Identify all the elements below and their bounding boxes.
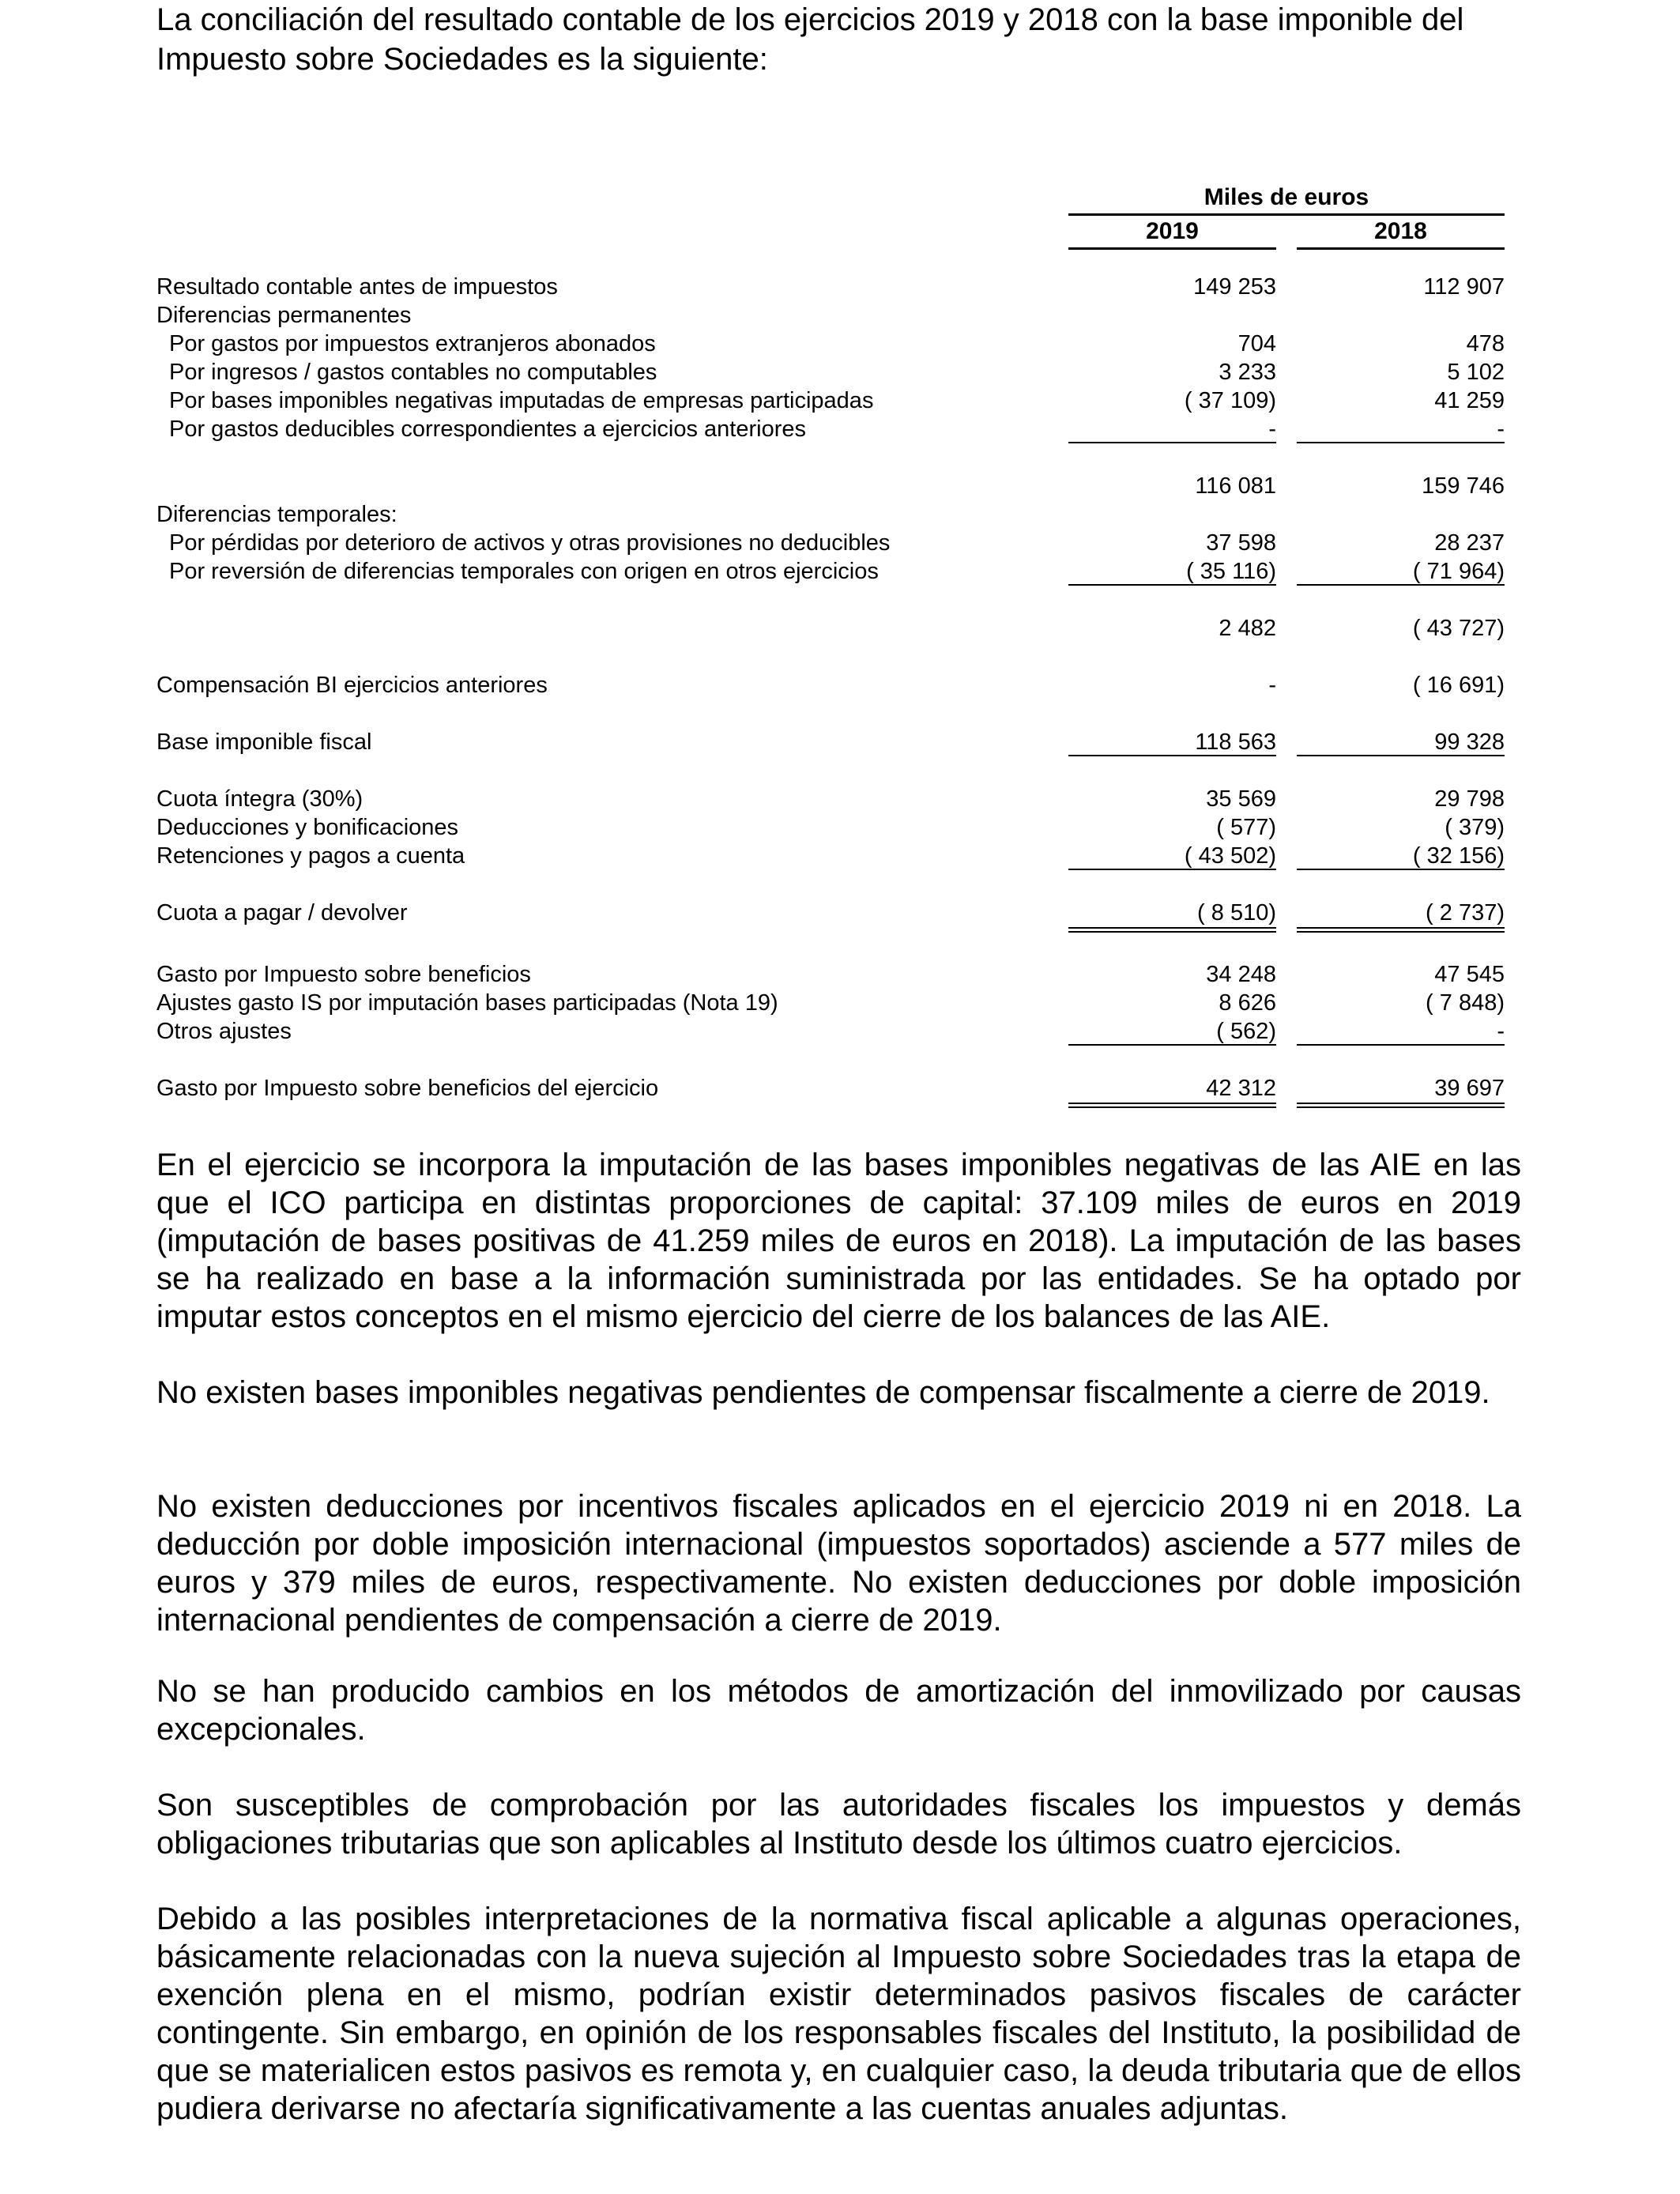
paragraph-deductions: No existen deducciones por incentivos fiscales aplicados en el ejercicio 2019 ni en 2018. La deducción por doble imposición internacional (impuestos soportados) asciende a 577 miles de euros y 379 miles de euros, respectivamente. No existen deducciones por doble imposición internacional pendientes de compensación a cierre de 2019. [156,1489,1521,1638]
value-2018: 112 907 [1423,274,1505,300]
value-2019: ( 8 510) [1068,899,1276,933]
row-label: Por gastos por impuestos extranjeros abonados [169,331,656,356]
paragraph-negative-bases: No existen bases imponibles negativas pendientes de compensar fiscalmente a cierre de 2019. [156,1375,1490,1410]
value-2019: 2 482 [1219,616,1276,641]
table-row [156,989,1505,1017]
subtotal-row [156,614,1505,643]
row-label: Retenciones y pagos a cuenta [156,843,465,869]
row-label: Diferencias permanentes [156,303,412,328]
value-2019: 34 248 [1206,962,1276,987]
value-2019: ( 37 109) [1184,388,1276,413]
table-row [156,813,1505,842]
value-2018: 29 798 [1434,786,1505,812]
value-2018: ( 43 727) [1412,616,1505,641]
table-row [156,1017,1505,1046]
value-2019: ( 35 116) [1068,557,1276,586]
paragraph-aie-imputation: En el ejercicio se incorpora la imputación de las bases imponibles negativas de las AIE en las que el ICO participa en distintas proporciones de capital: 37.109 miles de euros en 2019 (imputación de bases positivas de 41.259 miles de euros en 2018). La imputación de las bases se ha realizado en base a la información suministrada por las entidades. Se ha optado por imputar estos conceptos en el mismo ejercicio del cierre de los balances de las AIE. [156,1148,1521,1334]
value-2018: ( 379) [1445,815,1505,840]
row-label: Otros ajustes [156,1019,292,1044]
table-row [156,358,1505,386]
table-row [156,500,1505,529]
row-label: Por gastos deducibles correspondientes a ejercicios anteriores [169,417,806,442]
value-2018: 159 746 [1422,473,1505,499]
value-2018: - [1297,1017,1505,1046]
value-2018: 5 102 [1447,360,1505,385]
value-2018: 39 697 [1297,1074,1505,1108]
value-2019: - [1268,673,1276,698]
table-row [156,301,1505,330]
row-label: Base imponible fiscal [156,729,372,755]
row-label: Por pérdidas por deterioro de activos y otras provisiones no deducibles [169,530,891,556]
value-2018: ( 71 964) [1297,557,1505,586]
tax-reconciliation-table [156,273,1505,1101]
value-2019: ( 43 502) [1068,842,1276,870]
paragraph-inspection: Son susceptibles de comprobación por las autoridades fiscales los impuestos y demás obligaciones tributarias que son aplicables al Instituto desde los últimos cuatro ejercicios. [156,1788,1521,1860]
row-label: Por bases imponibles negativas imputadas de empresas participadas [169,388,874,413]
row-label: Diferencias temporales: [156,502,397,527]
value-2019: 42 312 [1068,1074,1276,1108]
row-label: Por reversión de diferencias temporales con origen en otros ejercicios [169,559,879,584]
intro-paragraph: La conciliación del resultado contable de los ejercicios 2019 y 2018 con la base imponible del Impuesto sobre Sociedades es la siguiente: [156,2,1464,77]
value-2018: ( 32 156) [1297,842,1505,870]
table-row [156,785,1505,813]
value-2019: 35 569 [1206,786,1276,812]
table-row [156,415,1505,443]
year-2018-header: 2018 [1297,216,1505,250]
value-2018: 41 259 [1434,388,1505,413]
value-2018: ( 16 691) [1412,673,1505,698]
table-row [156,386,1505,415]
paragraph-amortization: No se han producido cambios en los métodos de amortización del inmovilizado por causas excepcionales. [156,1674,1521,1747]
year-2019-header: 2019 [1068,216,1276,250]
row-label: Deducciones y bonificaciones [156,815,459,840]
value-2019: 3 233 [1219,360,1276,385]
row-label: Cuota íntegra (30%) [156,786,363,812]
row-label: Cuota a pagar / devolver [156,900,408,925]
table-row [156,557,1505,586]
table-row [156,330,1505,358]
total-row [156,1074,1505,1103]
value-2019: ( 577) [1216,815,1276,840]
value-2018: 28 237 [1434,530,1505,556]
units-header: Miles de euros [1068,182,1505,216]
value-2018: ( 7 848) [1426,990,1505,1016]
value-2018: ( 2 737) [1297,899,1505,933]
row-label: Ajustes gasto IS por imputación bases participadas (Nota 19) [156,990,778,1016]
value-2018: 478 [1466,331,1505,356]
value-2018: 99 328 [1297,728,1505,756]
table-row [156,671,1505,699]
value-2019: 8 626 [1219,990,1276,1016]
value-2019: 116 081 [1195,473,1276,499]
row-label: Resultado contable antes de impuestos [156,274,558,300]
year-headers [1068,216,1505,250]
value-2019: - [1068,415,1276,443]
table-row [156,899,1505,927]
table-row [156,960,1505,989]
table-row [156,273,1505,301]
value-2019: ( 562) [1068,1017,1276,1046]
table-row [156,728,1505,756]
value-2019: 37 598 [1206,530,1276,556]
table-row [156,842,1505,870]
row-label: Compensación BI ejercicios anteriores [156,673,548,698]
value-2019: 118 563 [1068,728,1276,756]
paragraph-contingent-liabilities: Debido a las posibles interpretaciones de la normativa fiscal aplicable a algunas operaciones, básicamente relacionadas con la nueva sujeción al Impuesto sobre Sociedades tras la etapa de exención plena en el mismo, podrían existir determinados pasivos fiscales de carácter contingente. Sin embargo, en opinión de los responsables fiscales del Instituto, la posibilidad de que se materialicen estos pasivos es remota y, en cualquier caso, la deuda tributaria que de ellos pudiera derivarse no afectaría significativamente a las cuentas anuales adjuntas. [156,1902,1521,2126]
table-header [1068,182,1505,250]
value-2019: 149 253 [1193,274,1276,300]
row-label: Gasto por Impuesto sobre beneficios del ejercicio [156,1076,659,1101]
row-label: Por ingresos / gastos contables no computables [169,360,657,385]
value-2019: 704 [1237,331,1276,356]
subtotal-row [156,472,1505,500]
value-2018: 47 545 [1434,962,1505,987]
value-2018: - [1297,415,1505,443]
table-row [156,529,1505,557]
row-label: Gasto por Impuesto sobre beneficios [156,962,531,987]
